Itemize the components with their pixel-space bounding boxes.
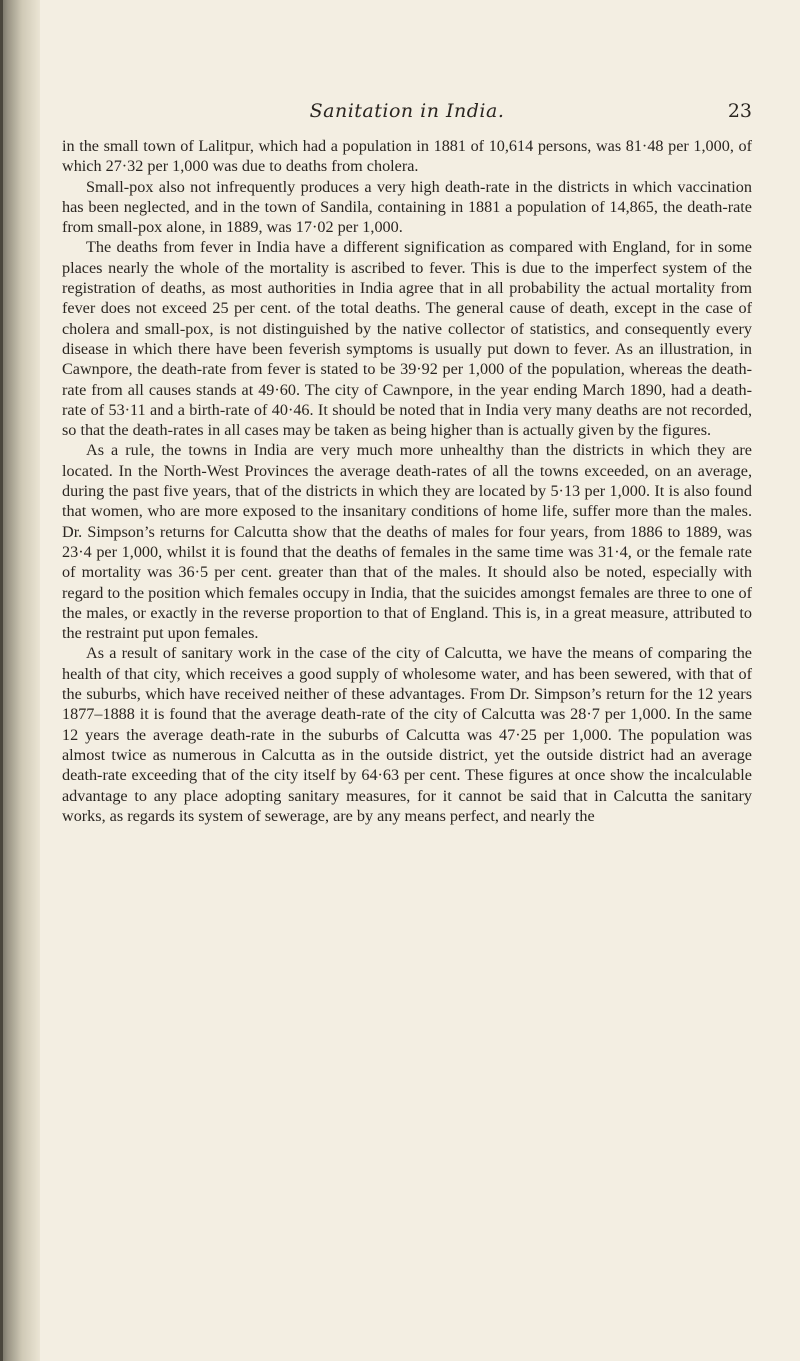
page-number: 23 [727,100,752,122]
binding-gutter [0,0,40,1361]
paragraph: As a result of sanitary work in the case of the city of Calcutta, we have the means of comparing the health of that city, which receives a good supply of wholesome water, and has been sewered, with that of the suburbs, which have received neither of these advantages. From Dr. Simpson’s return for the 12 years 1877–1888 it is found that the average death-rate of the city of Calcutta was 28·7 per 1,000. In the same 12 years the average death-rate in the suburbs of Calcutta was 47·25 per 1,000. The population was almost twice as numerous in Calcutta as in the outside district, yet the outside district had an average death-rate exceeding that of the city itself by 64·63 per cent. These figures at once show the incalculable advantage to any place adopting sanitary measures, for it cannot be said that in Calcutta the sanitary works, as regards its system of sewerage, are by any means perfect, and nearly the [62,644,752,825]
paragraph: Small-pox also not infrequently produces a very high death-rate in the districts in which vaccination has been neglected, and in the town of Sandila, containing in 1881 a population of 14,865, the death-rate from small-pox alone, in 1889, was 17·02 per 1,000. [62,177,752,237]
page-header [62,100,752,136]
body-text [62,136,752,826]
paragraph: As a rule, the towns in India are very much more unhealthy than the districts in which they are located. In the North-West Provinces the average death-rates of all the towns exceeded, on an average, during the past five years, that of the districts in which they are located by 5·13 per 1,000. It is also found that women, who are more exposed to the insanitary conditions of home life, suffer more than the males. Dr. Simpson’s returns for Calcutta show that the deaths of males for four years, from 1886 to 1889, was 23·4 per 1,000, whilst it is found that the deaths of females in the same time was 31·4, or the female rate of mortality was 36·5 per cent. greater than that of the males. It should also be noted, especially with regard to the position which females occupy in India, that the suicides amongst females are three to one of the males, or exactly in the reverse proportion to that of England. This is, in a great measure, attributed to the restraint put upon females. [62,441,752,643]
paragraph: The deaths from fever in India have a different signification as compared with England, for in some places nearly the whole of the mortality is ascribed to fever. This is due to the imperfect system of the registration of deaths, as most authorities in India agree that in all probability the actual mortality from fever does not exceed 25 per cent. of the total deaths. The general cause of death, except in the case of cholera and small-pox, is not distinguished by the native collector of statistics, and consequently every disease in which there have been feverish symptoms is usually put down to fever. As an illustration, in Cawnpore, the death-rate from fever is stated to be 39·92 per 1,000 of the population, whereas the death-rate from all causes stands at 49·60. The city of Cawnpore, in the year ending March 1890, had a death-rate of 53·11 and a birth-rate of 40·46. It should be noted that in India very many deaths are not recorded, so that the death-rates in all cases may be taken as being higher than is actually given by the figures. [62,238,752,440]
binding-edge [0,0,3,1361]
running-title: Sanitation in India. [309,100,505,122]
book-page [62,100,752,826]
paragraph: in the small town of Lalitpur, which had a population in 1881 of 10,614 persons, was 81·48 per 1,000, of which 27·32 per 1,000 was due to deaths from cholera. [62,137,752,176]
